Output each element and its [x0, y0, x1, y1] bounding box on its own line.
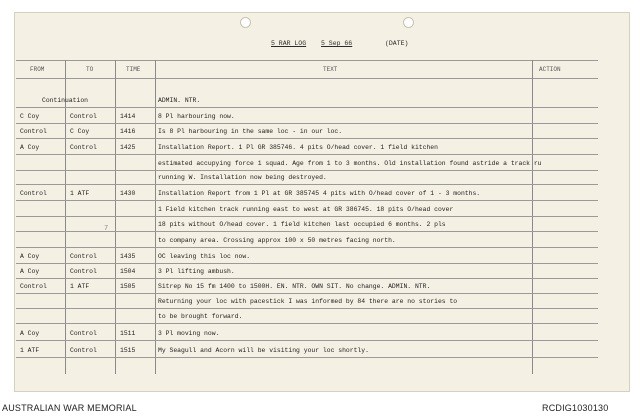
log-cell-from: A Coy	[20, 268, 40, 275]
col-header-to: TO	[86, 66, 94, 73]
log-cell-to: 1 ATF	[70, 190, 90, 197]
log-cell-from: Control	[20, 283, 47, 290]
log-cell-to: C Coy	[70, 128, 90, 135]
row-rule	[16, 184, 598, 185]
log-cell-text: to company area. Crossing approx 100 x 50 metres facing north.	[158, 237, 396, 244]
row-rule	[16, 216, 598, 217]
log-cell-to: Control	[70, 330, 97, 337]
log-cell-text: 18 pits without O/head cover. 1 field kitchen last occupied 6 months. 2 pls	[158, 221, 446, 228]
col-header-time: TIME	[126, 66, 141, 73]
col-header-action: ACTION	[539, 66, 561, 73]
row-rule	[16, 247, 598, 248]
log-cell-from: 1 ATF	[20, 347, 40, 354]
log-cell-time: 1505	[120, 283, 136, 290]
log-cell-from: C Coy	[20, 113, 40, 120]
log-cell-text: Installation Report. 1 Pl GR 385746. 4 pits O/head cover. 1 field kitchen	[158, 144, 438, 151]
log-cell-time: 1504	[120, 268, 136, 275]
row-rule	[16, 357, 598, 358]
log-cell-text: ADMIN. NTR.	[158, 97, 201, 104]
log-cell-time: 1515	[120, 347, 136, 354]
header-bottom-rule	[16, 78, 598, 79]
col-header-text: TEXT	[323, 66, 338, 73]
log-cell-text: My Seagull and Acorn will be visiting your loc shortly.	[158, 347, 369, 354]
log-cell-from: Continuation	[42, 97, 89, 104]
row-rule	[16, 107, 598, 108]
punch-hole-left	[240, 17, 251, 28]
row-rule	[16, 263, 598, 264]
log-cell-text: Returning your loc with pacestick I was informed by 84 there are no stories to	[158, 298, 458, 305]
log-cell-from: Control	[20, 128, 47, 135]
row-rule	[16, 138, 598, 139]
log-cell-from: A Coy	[20, 330, 40, 337]
log-cell-text: 3 Pl moving now.	[158, 330, 220, 337]
log-cell-to: Control	[70, 113, 97, 120]
log-cell-to: Control	[70, 144, 97, 151]
footer-credit: AUSTRALIAN WAR MEMORIAL	[2, 403, 137, 413]
punch-hole-right	[403, 17, 414, 28]
log-cell-text: to be brought forward.	[158, 313, 243, 320]
row-rule	[16, 308, 598, 309]
row-rule	[16, 154, 598, 155]
row-rule	[16, 293, 598, 294]
log-cell-time: 1416	[120, 128, 136, 135]
log-cell-time: 1430	[120, 190, 136, 197]
table-top-rule	[16, 60, 598, 61]
log-date: 5 Sep 66	[321, 40, 353, 47]
row-rule	[16, 323, 598, 324]
col-header-from: FROM	[30, 66, 45, 73]
log-cell-text: 8 Pl harbouring now.	[158, 113, 235, 120]
log-cell-text: estimated accupying force 1 squad. Age from 1 to 3 months. Old installation found astride a track ru	[158, 160, 542, 167]
row-rule	[16, 200, 598, 201]
row-rule	[16, 340, 598, 341]
log-cell-time: 1511	[120, 330, 136, 337]
log-cell-time: 1425	[120, 144, 136, 151]
log-cell-text: Installation Report from 1 Pl at GR 385745 4 pits with O/head cover of 1 - 3 months.	[158, 190, 481, 197]
footer-id: RCDIG1030130	[542, 403, 609, 413]
log-cell-text: OC leaving this loc now.	[158, 253, 251, 260]
log-cell-from: A Coy	[20, 144, 40, 151]
log-cell-to: Control	[70, 253, 97, 260]
row-rule	[16, 123, 598, 124]
log-cell-to: 1 ATF	[70, 283, 90, 290]
row-rule	[16, 170, 598, 171]
log-cell-to: Control	[70, 347, 97, 354]
log-cell-text: Is 8 Pl harbouring in the same loc - in our loc.	[158, 128, 343, 135]
log-cell-text: 3 Pl lifting ambush.	[158, 268, 235, 275]
log-sheet	[14, 12, 630, 392]
log-cell-text: Sitrep No 15 fm 1400 to 1500H. EN. NTR. OWN SIT. No change. ADMIN. NTR.	[158, 283, 431, 290]
log-cell-text: running W. Installation now being destroyed.	[158, 174, 327, 181]
log-cell-from: A Coy	[20, 253, 40, 260]
log-cell-time: 1435	[120, 253, 136, 260]
log-unit: 5 RAR LOG	[271, 40, 307, 47]
log-cell-time: 1414	[120, 113, 136, 120]
log-date-label: (DATE)	[385, 40, 409, 47]
log-cell-text: 1 Field kitchen track running east to west at GR 386745. 18 pits O/head cover	[158, 206, 454, 213]
margin-mark: 7	[104, 225, 109, 233]
log-cell-from: Control	[20, 190, 47, 197]
row-rule	[16, 278, 598, 279]
log-cell-to: Control	[70, 268, 97, 275]
